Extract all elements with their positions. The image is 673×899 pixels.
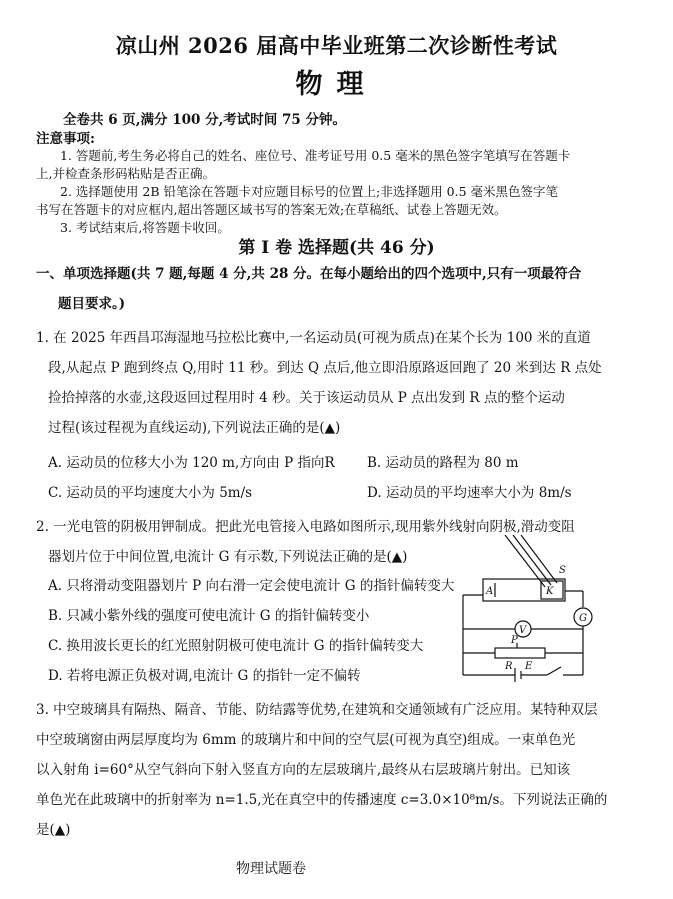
- question-2-option-d: D. 若将电源正负极对调,电流计 G 的指针一定不偏转: [48, 668, 361, 684]
- label-e: E: [525, 661, 533, 672]
- question-1-text: 1. 在 2025 年西昌邛海湿地马拉松比赛中,一名运动员(可视为质点)在某个长为 100 米的直道: [36, 330, 591, 346]
- label-p: P: [511, 635, 518, 646]
- question-2-option-a: A. 只将滑动变阻器划片 P 向右滑一定会使电流计 G 的指针偏转变大: [48, 578, 455, 594]
- label-r: R: [505, 661, 513, 672]
- question-1-option-a: A. 运动员的位移大小为 120 m,方向由 P 指向R: [48, 455, 335, 471]
- subject-title: 物理: [295, 69, 378, 100]
- note-line: 书写在答题卡的对应框内,超出答题区域书写的答案无效;在草稿纸、试卷上答题无效。: [36, 202, 507, 217]
- question-3-text: 是(▲): [36, 822, 71, 838]
- switch: [547, 667, 561, 675]
- question-1-text: 捡拾掉落的水壶,这段返回过程用时 4 秒。关于该运动员从 P 点出发到 R 点的整个运动: [48, 390, 565, 406]
- question-1-text: 过程(该过程视为直线运动),下列说法正确的是(▲): [48, 420, 341, 436]
- label-v: V: [519, 625, 527, 636]
- question-3-text: 单色光在此玻璃中的折射率为 n=1.5,光在真空中的传播速度 c=3.0×10⁸m/s。下列说法正确的: [36, 792, 608, 808]
- question-2-option-b: B. 只减小紫外线的强度可使电流计 G 的指针偏转变小: [48, 608, 370, 624]
- page-footer: 物理试题卷: [236, 861, 306, 877]
- label-a: A: [486, 586, 494, 597]
- light-ray: [513, 535, 551, 585]
- question-3-text: 中空玻璃窗由两层厚度均为 6mm 的玻璃片和中间的空气层(可视为真空)组成。一束单色光: [36, 732, 576, 748]
- question-1-text: 段,从起点 P 跑到终点 Q,用时 11 秒。到达 Q 点后,他立即沿原路返回跑了 20 米到达 R 点处: [48, 360, 602, 376]
- note-line: 2. 选择题使用 2B 铅笔涂在答题卡对应题目标号的位置上;非选择题用 0.5 毫米黑色签字笔: [60, 184, 559, 199]
- question-1-option-b: B. 运动员的路程为 80 m: [367, 455, 519, 471]
- question-2-option-c: C. 换用波长更长的红光照射阴极可使电流计 G 的指针偏转变大: [48, 638, 424, 654]
- section-title: 第 Ⅰ 卷 选择题(共 46 分): [238, 238, 435, 258]
- label-g: G: [579, 613, 587, 624]
- question-3-text: 3. 中空玻璃具有隔热、隔音、节能、防结露等优势,在建筑和交通领域有广泛应用。某特种双层: [36, 702, 598, 718]
- rheostat: [495, 648, 545, 658]
- note-line: 上,并检查条形码粘贴是否正确。: [36, 166, 215, 181]
- section-instruction: 题目要求。): [58, 296, 126, 312]
- note-line: 3. 考试结束后,将答题卡收回。: [60, 220, 230, 235]
- photoelectric-circuit-diagram: [455, 535, 605, 685]
- question-3-text: 以入射角 i=60°从空气斜向下射入竖直方向的左层玻璃片,最终从右层玻璃片射出。已知该: [36, 762, 571, 778]
- section-instruction: 一、单项选择题(共 7 题,每题 4 分,共 28 分。在每小题给出的四个选项中,只有一项最符合: [36, 266, 582, 282]
- label-k: K: [546, 586, 554, 597]
- question-2-text: 2. 一光电管的阴极用钾制成。把此光电管接入电路如图所示,现用紫外线射向阴极,滑动变阻: [36, 519, 575, 535]
- question-2-text: 器划片位于中间位置,电流计 G 有示数,下列说法正确的是(▲): [48, 549, 408, 565]
- note-line: 1. 答题前,考生务必将自己的姓名、座位号、准考证号用 0.5 毫米的黑色签字笔填写在答题卡: [60, 148, 571, 163]
- light-ray: [521, 535, 557, 583]
- notice-title: 注意事项:: [36, 131, 95, 147]
- question-1-option-d: D. 运动员的平均速率大小为 8m/s: [367, 485, 572, 501]
- exam-summary: 全卷共 6 页,满分 100 分,考试时间 75 分钟。: [63, 112, 346, 128]
- exam-title: 凉山州 2026 届高中毕业班第二次诊断性考试: [115, 33, 558, 58]
- label-s: S: [559, 565, 566, 576]
- question-1-option-c: C. 运动员的平均速度大小为 5m/s: [48, 485, 253, 501]
